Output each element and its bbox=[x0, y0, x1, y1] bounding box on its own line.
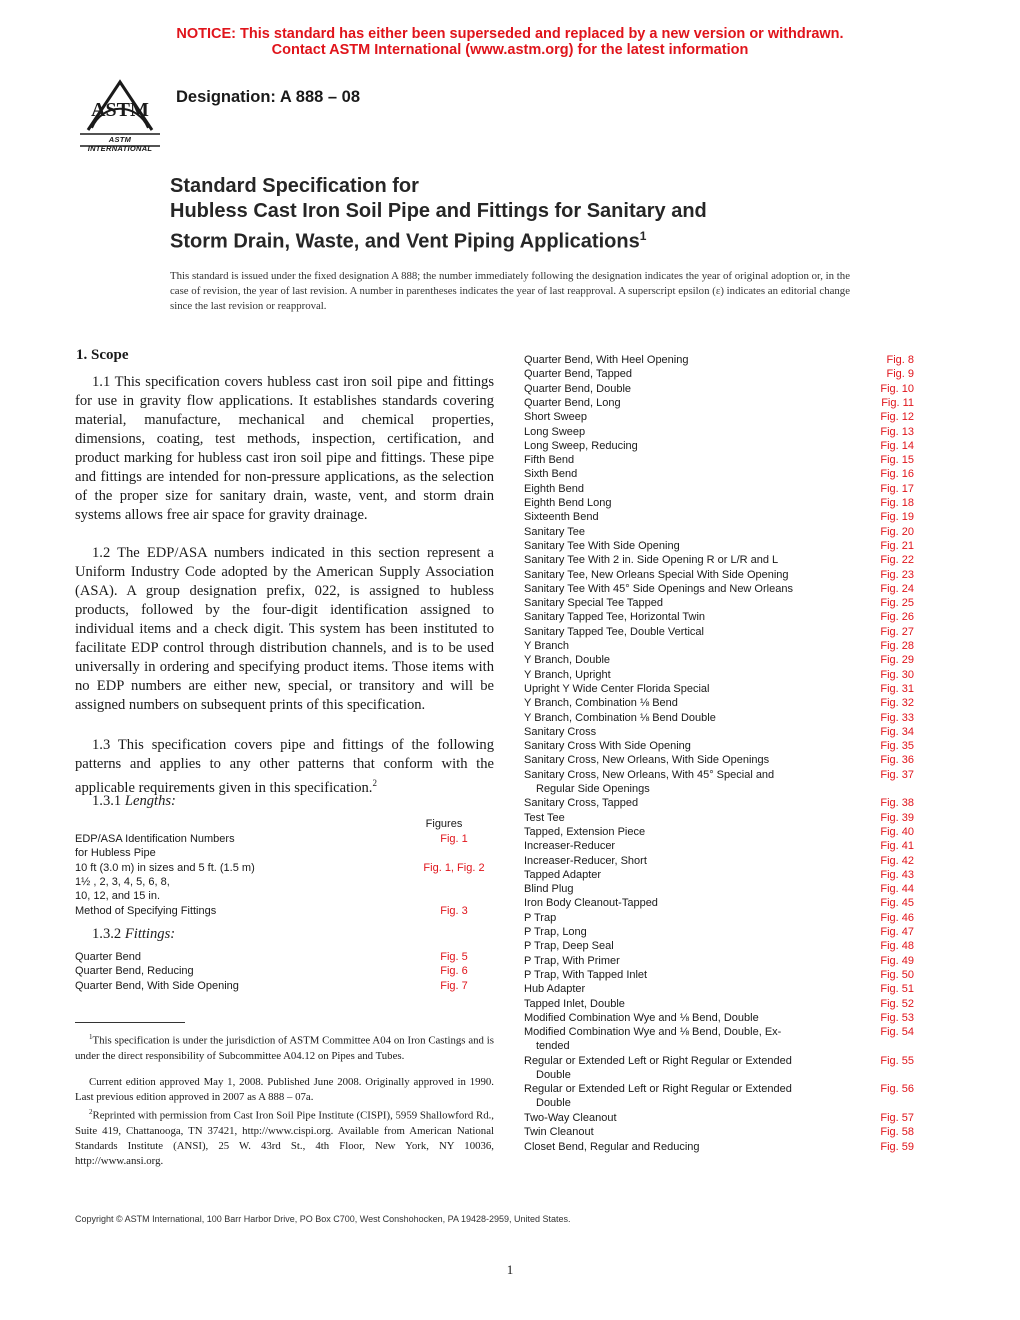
title-footnote-mark: 1 bbox=[639, 229, 647, 243]
row-label: Long Sweep bbox=[524, 425, 586, 438]
row-label: Sixth Bend bbox=[524, 468, 578, 481]
row-label: Twin Cleanout bbox=[524, 1126, 594, 1139]
footnote-ref-2: 2 bbox=[372, 778, 377, 788]
row-label: EDP/ASA Identification Numbers bbox=[75, 833, 235, 845]
row-label: Sanitary Tapped Tee, Double Vertical bbox=[524, 625, 704, 638]
row-label: Sixteenth Bend bbox=[524, 511, 599, 524]
figure-link[interactable]: Fig. 32 bbox=[880, 697, 914, 710]
figure-link[interactable]: Fig. 13 bbox=[880, 425, 914, 438]
figure-link[interactable]: Fig. 43 bbox=[880, 868, 914, 881]
row-label-continued: Regular Side Openings bbox=[536, 782, 650, 795]
row-label: Y Branch, Combination ⅛ Bend Double bbox=[524, 711, 716, 724]
figure-link[interactable]: Fig. 55 bbox=[880, 1054, 914, 1067]
row-label: Quarter Bend, Long bbox=[524, 396, 621, 409]
figure-link[interactable]: Fig. 30 bbox=[880, 668, 914, 681]
row-label: Fifth Bend bbox=[524, 454, 575, 467]
notice-line-2: Contact ASTM International (www.astm.org) for the latest information bbox=[271, 42, 749, 58]
row-label: Quarter Bend, With Heel Opening bbox=[524, 354, 689, 366]
figure-link[interactable]: Fig. 8 bbox=[886, 354, 914, 366]
row-label: Modified Combination Wye and ⅛ Bend, Double, Ex- bbox=[524, 1026, 782, 1039]
figure-link[interactable]: Fig. 54 bbox=[880, 1026, 914, 1039]
row-label: for Hubless Pipe bbox=[75, 847, 156, 860]
figure-link[interactable]: Fig. 27 bbox=[880, 625, 914, 638]
row-label: Sanitary Tee With 2 in. Side Opening R or L/R and L bbox=[524, 554, 779, 567]
row-label-continued: Double bbox=[536, 1097, 571, 1110]
table-row bbox=[75, 979, 495, 993]
figure-link[interactable]: Fig. 58 bbox=[880, 1126, 914, 1139]
figure-link[interactable]: Fig. 44 bbox=[880, 883, 914, 896]
row-label: Sanitary Cross, New Orleans, With 45° Special and bbox=[524, 768, 775, 781]
figure-link[interactable]: Fig. 47 bbox=[880, 926, 914, 938]
table-row bbox=[75, 875, 495, 889]
figure-link[interactable]: Fig. 45 bbox=[880, 897, 914, 910]
row-label: Sanitary Tee bbox=[524, 525, 585, 538]
row-label: Sanitary Cross With Side Opening bbox=[524, 740, 691, 753]
figure-link[interactable]: Fig. 7 bbox=[440, 979, 468, 992]
figure-link[interactable]: Fig. 21 bbox=[880, 539, 914, 552]
row-label: Eighth Bend bbox=[524, 482, 584, 495]
copyright: Copyright © ASTM International, 100 Barr Harbor Drive, PO Box C700, West Conshohocken, PA 19428-2959, United States. bbox=[75, 1214, 571, 1224]
figure-link[interactable]: Fig. 10 bbox=[880, 382, 914, 395]
row-label: Quarter Bend, Tapped bbox=[524, 368, 633, 381]
row-label: Modified Combination Wye and ⅛ Bend, Double bbox=[524, 1011, 759, 1024]
row-label: Sanitary Tapped Tee, Horizontal Twin bbox=[524, 611, 706, 624]
row-label: Quarter Bend, Double bbox=[524, 382, 632, 395]
row-label: Sanitary Tee With Side Opening bbox=[524, 539, 680, 552]
subsection-fittings: 1.3.2 Fittings: bbox=[92, 926, 176, 942]
row-label: Regular or Extended Left or Right Regular or Extended bbox=[524, 1054, 792, 1067]
figure-link[interactable]: Fig. 26 bbox=[880, 611, 914, 624]
row-label: P Trap, With Primer bbox=[524, 954, 620, 967]
row-label: Sanitary Special Tee Tapped bbox=[524, 597, 664, 610]
notice-line-1: NOTICE: This standard has either been superseded and replaced by a new version or withdrawn. bbox=[176, 26, 844, 42]
figure-link[interactable]: Fig. 20 bbox=[880, 525, 914, 538]
figure-link[interactable]: Fig. 35 bbox=[880, 740, 914, 753]
row-label-continued: Double bbox=[536, 1068, 571, 1081]
figure-link[interactable]: Fig. 52 bbox=[880, 997, 914, 1010]
issued-note: This standard is issued under the fixed designation A 888; the number immediately following the designation indicates the year of original adoption or, in the case of revision, the year of last revision. A number in parentheses indicates the year of last reapproval. A superscript epsilon (ε) indicates an editorial change since the last revision or reapproval. bbox=[170, 270, 850, 312]
figure-link[interactable]: Fig. 40 bbox=[880, 825, 914, 838]
row-label: Y Branch bbox=[524, 640, 570, 652]
row-label: Sanitary Cross, New Orleans, With Side Openings bbox=[524, 754, 770, 767]
footnote-1: $^1$This specification is under the jurisdiction of ASTM Committee A04 on Iron Castings and is under the direct responsibility of Subcommittee A04.12 on Pipes and Tubes. bbox=[75, 1033, 494, 1062]
figure-link[interactable]: Fig. 22 bbox=[880, 554, 914, 567]
row-label: Sanitary Cross bbox=[524, 725, 597, 738]
row-label: 10 ft (3.0 m) in sizes and 5 ft. (1.5 m) bbox=[75, 861, 255, 874]
row-label: Iron Body Cleanout-Tapped bbox=[524, 897, 658, 910]
section-heading-scope: 1. Scope bbox=[76, 347, 129, 363]
row-label: Closet Bend, Regular and Reducing bbox=[524, 1140, 700, 1153]
row-label: Long Sweep, Reducing bbox=[524, 439, 638, 452]
figure-link[interactable]: Fig. 51 bbox=[880, 983, 914, 996]
row-label: Tapped Adapter bbox=[524, 868, 602, 881]
astm-international-logo bbox=[78, 74, 162, 153]
row-label: P Trap, With Tapped Inlet bbox=[524, 968, 648, 981]
table-row bbox=[75, 846, 495, 860]
document-title bbox=[170, 174, 970, 255]
figure-link[interactable]: Fig. 42 bbox=[880, 854, 914, 867]
title-line-3: Storm Drain, Waste, and Vent Piping Applications$^1$ bbox=[170, 229, 647, 253]
paragraph-1-2: 1.2 The EDP/ASA numbers indicated in this section represent a Uniform Industry Code adopted by the American Supply Association (ASA). A group designation prefix, 022, is assigned to hubless products, followed by the four-digit identification assigned to individual items and a check digit. This system has been instituted to facilitate EDP control through distribution channels, and is to be used universally in ordering and specifying product items. Those items with no EDP numbers are either new, special, or transitory and will be assigned numbers on subsequent prints of this specification. bbox=[75, 545, 494, 713]
row-label: Short Sweep bbox=[524, 411, 587, 424]
svg-text:ASTM: ASTM bbox=[91, 99, 149, 121]
figure-link[interactable]: Fig. 18 bbox=[880, 497, 914, 509]
row-label: Hub Adapter bbox=[524, 983, 586, 996]
figure-link[interactable]: Fig. 9 bbox=[886, 368, 914, 381]
table-row bbox=[75, 889, 495, 903]
logo-text: ASTM INTERNATIONAL bbox=[87, 135, 153, 153]
figure-link[interactable]: Fig. 17 bbox=[880, 482, 914, 495]
figure-link[interactable]: Fig. 41 bbox=[880, 840, 914, 853]
figure-link[interactable]: Fig. 39 bbox=[880, 811, 914, 824]
row-label: Tapped Inlet, Double bbox=[524, 997, 625, 1010]
figures-column-header: Figures bbox=[425, 818, 463, 830]
row-label: Sanitary Cross, Tapped bbox=[524, 797, 639, 810]
figure-link[interactable]: Fig. 57 bbox=[880, 1111, 914, 1124]
row-label: Increaser-Reducer bbox=[524, 840, 616, 853]
figure-link[interactable]: Fig. 50 bbox=[880, 968, 914, 981]
row-label: 1½ , 2, 3, 4, 5, 6, 8, bbox=[75, 875, 170, 888]
figure-link[interactable]: Fig. 5 bbox=[440, 951, 468, 963]
figure-link[interactable]: Fig. 53 bbox=[880, 1011, 914, 1024]
row-label: Method of Specifying Fittings bbox=[75, 904, 217, 917]
paragraph-1-1: 1.1 This specification covers hubless cast iron soil pipe and fittings for use in gravity flow applications. It establishes standards covering material, manufacture, mechanical and chemical properties, dimensions, coating, test methods, inspection, certification, and product marking for hubless cast iron soil pipe and fittings. These pipe and fittings are intended for non-pressure applications, as the selection of the proper size for sanitary drain, waste, vent, and storm drain systems allows free air space for gravity drainage. bbox=[75, 374, 494, 523]
row-label: Tapped, Extension Piece bbox=[524, 825, 646, 838]
figure-link[interactable]: Fig. 46 bbox=[880, 911, 914, 924]
figure-link[interactable]: Fig. 6 bbox=[440, 965, 468, 978]
figure-link[interactable]: Fig. 33 bbox=[880, 711, 914, 724]
row-label: P Trap, Deep Seal bbox=[524, 940, 614, 953]
row-label: Blind Plug bbox=[524, 883, 574, 896]
row-label: P Trap bbox=[524, 911, 557, 924]
figure-link[interactable]: Fig. 29 bbox=[880, 654, 914, 667]
footnote-1-edition: Current edition approved May 1, 2008. Published June 2008. Originally approved in 1990. Last previous edition approved in 2007 as A 888 – 07a. bbox=[75, 1076, 494, 1103]
figure-link[interactable]: Fig. 1 bbox=[440, 833, 468, 845]
row-label: Quarter Bend, Reducing bbox=[75, 965, 194, 978]
figure-link[interactable]: Fig. 11 bbox=[881, 396, 914, 409]
row-label: Y Branch, Double bbox=[524, 654, 611, 667]
paragraph-1-3: 1.3 This specification covers pipe and fittings of the following patterns and applies to any other patterns that conform with the applicable requirements given in this specification.$^2$ bbox=[75, 737, 494, 796]
page-number: 1 bbox=[506, 1262, 514, 1277]
row-label: Regular or Extended Left or Right Regular or Extended bbox=[524, 1083, 792, 1096]
designation: Designation: A 888 – 08 bbox=[176, 88, 361, 106]
figure-link[interactable]: Fig. 36 bbox=[880, 754, 914, 767]
row-label: Sanitary Tee, New Orleans Special With Side Opening bbox=[524, 568, 789, 581]
supersede-notice bbox=[0, 26, 1020, 58]
row-label: Quarter Bend, With Side Opening bbox=[75, 979, 239, 992]
figure-link[interactable]: Fig. 14 bbox=[880, 439, 914, 452]
table-row bbox=[75, 904, 495, 918]
figure-link[interactable]: Fig. 31 bbox=[880, 682, 914, 695]
title-line-2: Hubless Cast Iron Soil Pipe and Fittings for Sanitary and bbox=[170, 200, 707, 222]
row-label: Quarter Bend bbox=[75, 951, 142, 963]
figure-link[interactable]: Fig. 1, Fig. 2 bbox=[423, 861, 485, 874]
figure-link[interactable]: Fig. 59 bbox=[880, 1140, 914, 1153]
table-row bbox=[75, 964, 495, 978]
table-row bbox=[75, 861, 495, 875]
row-label: Y Branch, Upright bbox=[524, 668, 611, 681]
row-label: Upright Y Wide Center Florida Special bbox=[524, 682, 710, 695]
figure-link[interactable]: Fig. 48 bbox=[880, 940, 914, 953]
figure-link[interactable]: Fig. 28 bbox=[880, 640, 914, 652]
figure-link[interactable]: Fig. 49 bbox=[880, 954, 914, 967]
title-line-1: Standard Specification for bbox=[170, 175, 419, 197]
table-row bbox=[75, 832, 495, 846]
row-label: Test Tee bbox=[524, 811, 565, 824]
figure-link[interactable]: Fig. 15 bbox=[880, 454, 914, 467]
row-label: Eighth Bend Long bbox=[524, 497, 612, 509]
figure-link[interactable]: Fig. 19 bbox=[880, 511, 914, 524]
figure-link[interactable]: Fig. 24 bbox=[880, 582, 914, 595]
row-label: Two-Way Cleanout bbox=[524, 1111, 617, 1124]
footnote-2: $^2$Reprinted with permission from Cast Iron Soil Pipe Institute (CISPI), 5959 Shallowford Rd., Suite 419, Chattanooga, TN 37421, http://www.cispi.org. Available from American National Standards Institute (ANSI), 25 W. 43rd St., 4th Floor, New York, NY 10036, http://www.ansi.org. bbox=[75, 1108, 494, 1167]
row-label: Y Branch, Combination ⅛ Bend bbox=[524, 697, 678, 710]
footnote-divider bbox=[75, 1022, 185, 1023]
figure-link[interactable]: Fig. 56 bbox=[880, 1083, 914, 1096]
figure-link[interactable]: Fig. 3 bbox=[440, 904, 468, 917]
figure-link[interactable]: Fig. 12 bbox=[880, 411, 914, 424]
figure-link[interactable]: Fig. 34 bbox=[880, 725, 914, 738]
row-label: P Trap, Long bbox=[524, 926, 587, 938]
subsection-lengths: 1.3.1 Lengths: bbox=[92, 793, 176, 809]
table-row bbox=[75, 950, 495, 964]
figure-link[interactable]: Fig. 37 bbox=[880, 768, 914, 781]
row-label: Sanitary Tee With 45° Side Openings and New Orleans bbox=[524, 582, 793, 595]
figure-link[interactable]: Fig. 16 bbox=[880, 468, 914, 481]
figure-link[interactable]: Fig. 38 bbox=[880, 797, 914, 810]
figure-link[interactable]: Fig. 25 bbox=[880, 597, 914, 610]
row-label: Increaser-Reducer, Short bbox=[524, 854, 647, 867]
figure-link[interactable]: Fig. 23 bbox=[880, 568, 914, 581]
row-label-continued: tended bbox=[536, 1040, 570, 1053]
row-label: 10, 12, and 15 in. bbox=[75, 890, 161, 903]
